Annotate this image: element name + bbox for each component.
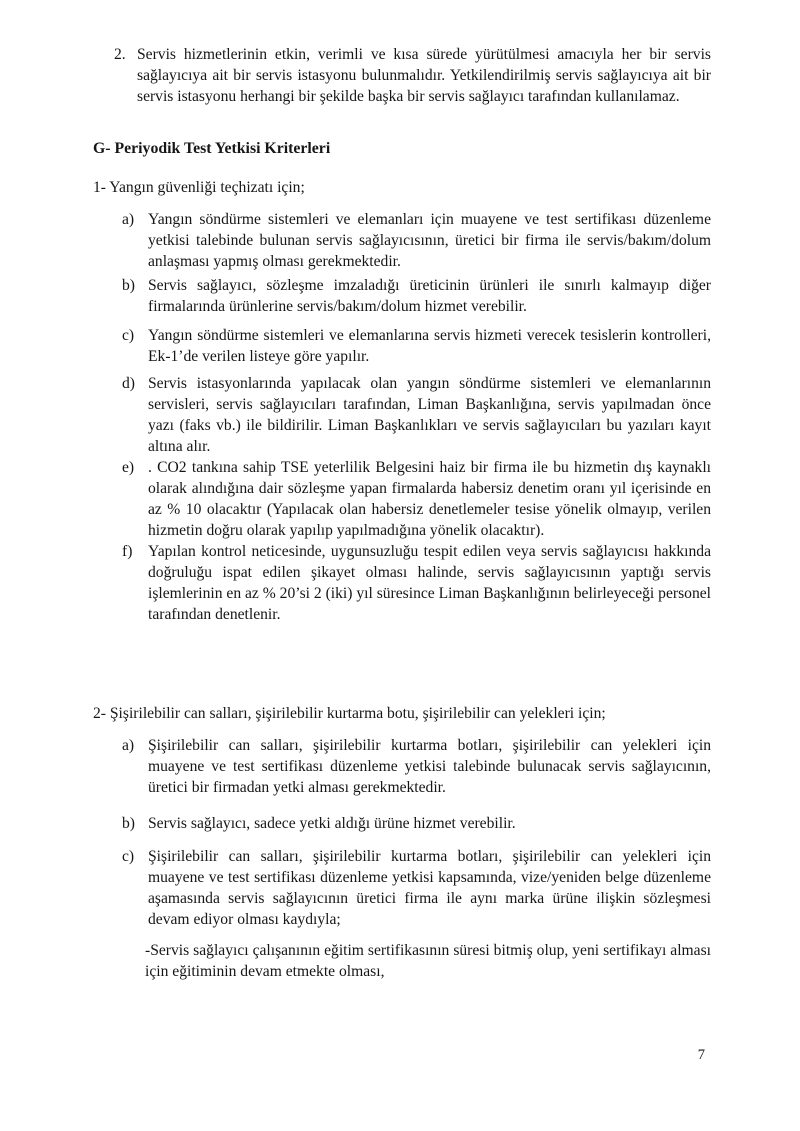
list-item-text: Şişirilebilir can salları, şişirilebilir kurtarma botları, şişirilebilir can yelekleri için muayene ve test sertifikası düzenleme yetkisi talebinde bulunacak servis sağlayıcının, üretici bir firmadan yetki alması gerekmektedir. xyxy=(148,737,711,796)
list-item-number: 2. xyxy=(114,46,126,63)
list-item-2a xyxy=(122,735,711,798)
list-item-text: Servis sağlayıcı, sözleşme imzaladığı üreticinin ürünleri ile sınırlı kalmayıp diğer firmalarında ürünlerine servis/bakım/dolum hizmet verebilir. xyxy=(148,277,711,315)
list-item-text: Servis istasyonlarında yapılacak olan yangın söndürme sistemleri ve elemanlarının servisleri, servis sağlayıcıları tarafından, Liman Başkanlığına, servis yapılmadan önce yazı (faks vb.) ile bildirilir. Liman Başkanlıkları ve servis sağlayıcıları bu yazıları kayıt altına alır. xyxy=(148,375,711,455)
list-item-text: Servis sağlayıcı, sadece yetki aldığı ürüne hizmet verebilir. xyxy=(148,815,516,832)
list-item-label: b) xyxy=(122,277,135,294)
list-item-label: f) xyxy=(122,543,133,560)
section-heading: G- Periyodik Test Yetkisi Kriterleri xyxy=(93,140,331,157)
list-item-label: c) xyxy=(122,327,135,344)
list-item-1e xyxy=(122,457,711,541)
list-item-text: Yangın söndürme sistemleri ve elemanları için muayene ve test sertifikası düzenleme yetkisi talebinde bulunan servis sağlayıcısının, üretici bir firma ile servis/bakım/dolum anlaşması yapmış olması gerekmektedir. xyxy=(148,211,711,270)
list-item-1c xyxy=(122,325,711,367)
list-item-label: a) xyxy=(122,737,135,754)
page-number: 7 xyxy=(697,1047,705,1063)
list-item-text: Yangın söndürme sistemleri ve elemanlarına servis hizmeti verecek tesislerin kontrolleri, Ek-1’de verilen listeye göre yapılır. xyxy=(148,327,711,365)
list-item-1f xyxy=(122,541,711,625)
list-item-label: c) xyxy=(122,848,135,865)
list-item-text: . CO2 tankına sahip TSE yeterlilik Belgesini haiz bir firma ile bu hizmetin dış kaynaklı olarak alındığına dair sözleşme yapan firmalarda habersiz denetim oranı yıl içerisinde en az % 10 olacaktır (Yapılacak olan habersiz denetlemeler tesise yönelik olmayıp, verilen hizmetin doğru olarak yapılıp yapılmadığına yönelik olacaktır). xyxy=(148,459,711,539)
subsection-title-inflatables: 2- Şişirilebilir can salları, şişirilebilir kurtarma botu, şişirilebilir can yelekleri için; xyxy=(93,705,606,722)
list-item-text: Şişirilebilir can salları, şişirilebilir kurtarma botları, şişirilebilir can yelekleri için muayene ve test sertifikası düzenleme yetkisi kapsamında, vize/yeniden belge düzenleme aşamasında servis sağlayıcının üretici firma ile aynı marka ürüne ilişkin sözleşmesi devam ediyor olması kaydıyla; xyxy=(148,848,711,928)
list-item-1b xyxy=(122,275,711,317)
list-item-2c xyxy=(122,846,711,930)
list-item-text: Yapılan kontrol neticesinde, uygunsuzluğu tespit edilen veya servis sağlayıcısı hakkında doğruluğu ispat edilen şikayet olması halinde, servis sağlayıcısının yaptığı servis işlemlerinin en az % 20’si 2 (iki) yıl süresince Liman Başkanlığının belirleyeceği personel tarafından denetlenir. xyxy=(148,543,711,623)
list-item-label: d) xyxy=(122,375,135,392)
numbered-list-item xyxy=(114,44,711,107)
list-item-text: Servis hizmetlerinin etkin, verimli ve kısa sürede yürütülmesi amacıyla her bir servis sağlayıcıya ait bir servis istasyonu bulunmalıdır. Yetkilendirilmiş servis sağlayıcıya ait bir servis istasyonu herhangi bir şekilde başka bir servis sağlayıcı tarafından kullanılamaz. xyxy=(137,46,711,105)
list-item-1a xyxy=(122,209,711,272)
list-item-label: b) xyxy=(122,815,135,832)
subsection-title-fire-safety: 1- Yangın güvenliği teçhizatı için; xyxy=(93,179,305,196)
list-item-1d xyxy=(122,373,711,457)
list-item-2b xyxy=(122,813,711,834)
list-item-label: a) xyxy=(122,211,135,228)
list-item-label: e) xyxy=(122,459,135,476)
sub-note: -Servis sağlayıcı çalışanının eğitim sertifikasının süresi bitmiş olup, yeni sertifikayı alması için eğitiminin devam etmekte olması, xyxy=(145,942,711,980)
